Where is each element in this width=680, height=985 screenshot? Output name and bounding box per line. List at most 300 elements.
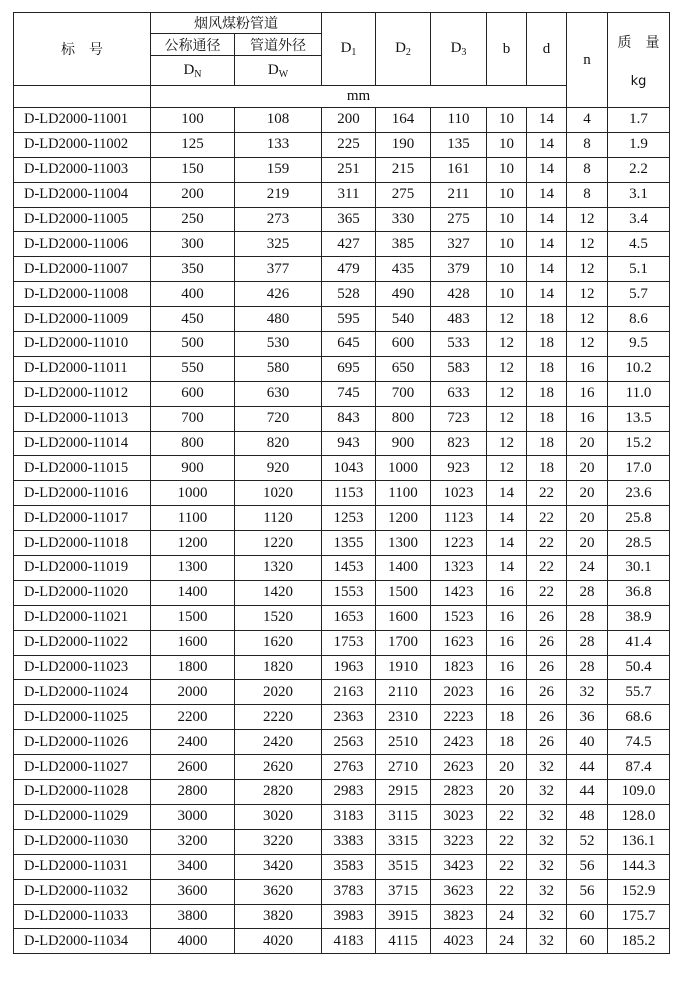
b-cell: 12 bbox=[487, 456, 527, 481]
header-d3: $D_3$ bbox=[431, 13, 487, 86]
n-cell: 20 bbox=[567, 481, 608, 506]
d3-cell: 633 bbox=[431, 381, 487, 406]
d1-cell: 1153 bbox=[322, 481, 376, 506]
d3-cell: 161 bbox=[431, 157, 487, 182]
d3-cell: 4023 bbox=[431, 929, 487, 954]
dw-cell: 159 bbox=[235, 157, 322, 182]
header-mass bbox=[608, 13, 670, 108]
d-cell: 26 bbox=[527, 705, 567, 730]
table-row bbox=[14, 655, 670, 680]
table-row bbox=[14, 481, 670, 506]
n-cell: 12 bbox=[567, 332, 608, 357]
dn-cell: 500 bbox=[151, 332, 235, 357]
dw-cell: 1420 bbox=[235, 580, 322, 605]
code-cell: D-LD2000-11012 bbox=[14, 381, 151, 406]
header-unit-mm: mm bbox=[151, 86, 567, 108]
d-cell: 22 bbox=[527, 531, 567, 556]
dn-cell: 1800 bbox=[151, 655, 235, 680]
n-cell: 56 bbox=[567, 879, 608, 904]
d2-cell: 1300 bbox=[376, 531, 431, 556]
d3-cell: 3023 bbox=[431, 804, 487, 829]
n-cell: 52 bbox=[567, 829, 608, 854]
d3-cell: 2023 bbox=[431, 680, 487, 705]
dn-cell: 2800 bbox=[151, 780, 235, 805]
n-cell: 60 bbox=[567, 929, 608, 954]
code-cell: D-LD2000-11024 bbox=[14, 680, 151, 705]
n-cell: 44 bbox=[567, 755, 608, 780]
table-row bbox=[14, 282, 670, 307]
d2-cell: 2710 bbox=[376, 755, 431, 780]
mass-cell: 5.7 bbox=[608, 282, 670, 307]
d1-cell: 1043 bbox=[322, 456, 376, 481]
d2-cell: 900 bbox=[376, 431, 431, 456]
d-cell: 32 bbox=[527, 755, 567, 780]
n-cell: 28 bbox=[567, 605, 608, 630]
d-cell: 26 bbox=[527, 730, 567, 755]
d3-cell: 3223 bbox=[431, 829, 487, 854]
d-cell: 32 bbox=[527, 780, 567, 805]
table-row bbox=[14, 730, 670, 755]
dn-cell: 2200 bbox=[151, 705, 235, 730]
mass-cell: 5.1 bbox=[608, 257, 670, 282]
header-n: n bbox=[567, 13, 608, 108]
d-cell: 14 bbox=[527, 282, 567, 307]
d1-cell: 1253 bbox=[322, 506, 376, 531]
dw-cell: 530 bbox=[235, 332, 322, 357]
d2-cell: 3915 bbox=[376, 904, 431, 929]
code-cell: D-LD2000-11010 bbox=[14, 332, 151, 357]
d2-cell: 4115 bbox=[376, 929, 431, 954]
dw-cell: 2820 bbox=[235, 780, 322, 805]
table-row bbox=[14, 506, 670, 531]
d2-cell: 3515 bbox=[376, 854, 431, 879]
d3-cell: 110 bbox=[431, 108, 487, 133]
d1-cell: 695 bbox=[322, 356, 376, 381]
code-cell: D-LD2000-11009 bbox=[14, 307, 151, 332]
d1-cell: 2563 bbox=[322, 730, 376, 755]
n-cell: 56 bbox=[567, 854, 608, 879]
d2-cell: 330 bbox=[376, 207, 431, 232]
dw-cell: 1020 bbox=[235, 481, 322, 506]
d3-cell: 379 bbox=[431, 257, 487, 282]
code-cell: D-LD2000-11031 bbox=[14, 854, 151, 879]
dw-cell: 1820 bbox=[235, 655, 322, 680]
code-cell: D-LD2000-11020 bbox=[14, 580, 151, 605]
table-row bbox=[14, 580, 670, 605]
code-cell: D-LD2000-11028 bbox=[14, 780, 151, 805]
d2-cell: 1600 bbox=[376, 605, 431, 630]
d1-cell: 427 bbox=[322, 232, 376, 257]
table-body bbox=[14, 108, 670, 954]
b-cell: 22 bbox=[487, 879, 527, 904]
b-cell: 16 bbox=[487, 580, 527, 605]
d3-cell: 428 bbox=[431, 282, 487, 307]
code-cell: D-LD2000-11034 bbox=[14, 929, 151, 954]
n-cell: 28 bbox=[567, 655, 608, 680]
mass-cell: 30.1 bbox=[608, 556, 670, 581]
n-cell: 28 bbox=[567, 630, 608, 655]
dw-cell: 920 bbox=[235, 456, 322, 481]
b-cell: 10 bbox=[487, 257, 527, 282]
dn-cell: 3400 bbox=[151, 854, 235, 879]
dn-cell: 1400 bbox=[151, 580, 235, 605]
b-cell: 12 bbox=[487, 307, 527, 332]
b-cell: 10 bbox=[487, 182, 527, 207]
d3-cell: 1023 bbox=[431, 481, 487, 506]
header-blank bbox=[14, 86, 151, 108]
dw-cell: 1220 bbox=[235, 531, 322, 556]
b-cell: 16 bbox=[487, 630, 527, 655]
code-cell: D-LD2000-11007 bbox=[14, 257, 151, 282]
code-cell: D-LD2000-11030 bbox=[14, 829, 151, 854]
d1-cell: 1963 bbox=[322, 655, 376, 680]
d2-cell: 2915 bbox=[376, 780, 431, 805]
table-row bbox=[14, 381, 670, 406]
d-cell: 26 bbox=[527, 680, 567, 705]
table-row bbox=[14, 406, 670, 431]
d1-cell: 251 bbox=[322, 157, 376, 182]
d-cell: 26 bbox=[527, 655, 567, 680]
d1-cell: 3583 bbox=[322, 854, 376, 879]
dw-cell: 325 bbox=[235, 232, 322, 257]
b-cell: 12 bbox=[487, 406, 527, 431]
d1-cell: 2163 bbox=[322, 680, 376, 705]
n-cell: 8 bbox=[567, 157, 608, 182]
table-row bbox=[14, 755, 670, 780]
d-cell: 14 bbox=[527, 132, 567, 157]
d3-cell: 1623 bbox=[431, 630, 487, 655]
d-cell: 18 bbox=[527, 381, 567, 406]
d-cell: 22 bbox=[527, 481, 567, 506]
b-cell: 12 bbox=[487, 356, 527, 381]
d2-cell: 2310 bbox=[376, 705, 431, 730]
mass-cell: 38.9 bbox=[608, 605, 670, 630]
d1-cell: 3183 bbox=[322, 804, 376, 829]
d1-cell: 311 bbox=[322, 182, 376, 207]
d2-cell: 435 bbox=[376, 257, 431, 282]
table-row bbox=[14, 132, 670, 157]
d-cell: 14 bbox=[527, 157, 567, 182]
table-row bbox=[14, 854, 670, 879]
mass-cell: 1.9 bbox=[608, 132, 670, 157]
dn-cell: 100 bbox=[151, 108, 235, 133]
dw-cell: 3620 bbox=[235, 879, 322, 904]
n-cell: 60 bbox=[567, 904, 608, 929]
dn-cell: 3200 bbox=[151, 829, 235, 854]
d1-cell: 1653 bbox=[322, 605, 376, 630]
dw-cell: 273 bbox=[235, 207, 322, 232]
b-cell: 22 bbox=[487, 854, 527, 879]
dw-cell: 2220 bbox=[235, 705, 322, 730]
b-cell: 10 bbox=[487, 157, 527, 182]
table-row bbox=[14, 157, 670, 182]
code-cell: D-LD2000-11006 bbox=[14, 232, 151, 257]
n-cell: 48 bbox=[567, 804, 608, 829]
d1-cell: 1355 bbox=[322, 531, 376, 556]
dw-cell: 2620 bbox=[235, 755, 322, 780]
d-cell: 32 bbox=[527, 929, 567, 954]
code-cell: D-LD2000-11013 bbox=[14, 406, 151, 431]
code-cell: D-LD2000-11001 bbox=[14, 108, 151, 133]
dn-cell: 2400 bbox=[151, 730, 235, 755]
d3-cell: 1823 bbox=[431, 655, 487, 680]
d3-cell: 2423 bbox=[431, 730, 487, 755]
b-cell: 18 bbox=[487, 705, 527, 730]
b-cell: 16 bbox=[487, 680, 527, 705]
b-cell: 14 bbox=[487, 556, 527, 581]
b-cell: 12 bbox=[487, 381, 527, 406]
d2-cell: 190 bbox=[376, 132, 431, 157]
d2-cell: 3115 bbox=[376, 804, 431, 829]
b-cell: 10 bbox=[487, 282, 527, 307]
header-d1: $D_1$ bbox=[322, 13, 376, 86]
table-row bbox=[14, 356, 670, 381]
b-cell: 22 bbox=[487, 804, 527, 829]
code-cell: D-LD2000-11003 bbox=[14, 157, 151, 182]
d3-cell: 327 bbox=[431, 232, 487, 257]
table-row bbox=[14, 780, 670, 805]
n-cell: 12 bbox=[567, 282, 608, 307]
dn-cell: 2000 bbox=[151, 680, 235, 705]
header-dw-symbol: $D_W$ bbox=[235, 56, 322, 86]
mass-cell: 87.4 bbox=[608, 755, 670, 780]
mass-cell: 36.8 bbox=[608, 580, 670, 605]
n-cell: 24 bbox=[567, 556, 608, 581]
n-cell: 8 bbox=[567, 132, 608, 157]
dw-cell: 1620 bbox=[235, 630, 322, 655]
dw-cell: 480 bbox=[235, 307, 322, 332]
table-row bbox=[14, 257, 670, 282]
dn-cell: 400 bbox=[151, 282, 235, 307]
mass-cell: 23.6 bbox=[608, 481, 670, 506]
mass-cell: 15.2 bbox=[608, 431, 670, 456]
header-dw-label: 管道外径 bbox=[235, 34, 322, 56]
code-cell: D-LD2000-11023 bbox=[14, 655, 151, 680]
d1-cell: 1453 bbox=[322, 556, 376, 581]
d2-cell: 1400 bbox=[376, 556, 431, 581]
header-mass-unit: kg bbox=[630, 73, 647, 89]
b-cell: 24 bbox=[487, 929, 527, 954]
code-cell: D-LD2000-11015 bbox=[14, 456, 151, 481]
code-cell: D-LD2000-11005 bbox=[14, 207, 151, 232]
d-cell: 26 bbox=[527, 630, 567, 655]
d3-cell: 275 bbox=[431, 207, 487, 232]
dn-cell: 800 bbox=[151, 431, 235, 456]
mass-cell: 41.4 bbox=[608, 630, 670, 655]
d-cell: 26 bbox=[527, 605, 567, 630]
code-cell: D-LD2000-11027 bbox=[14, 755, 151, 780]
dn-cell: 1300 bbox=[151, 556, 235, 581]
code-cell: D-LD2000-11002 bbox=[14, 132, 151, 157]
d1-cell: 528 bbox=[322, 282, 376, 307]
table-row bbox=[14, 630, 670, 655]
d2-cell: 215 bbox=[376, 157, 431, 182]
d-cell: 22 bbox=[527, 506, 567, 531]
n-cell: 12 bbox=[567, 257, 608, 282]
mass-cell: 28.5 bbox=[608, 531, 670, 556]
d3-cell: 135 bbox=[431, 132, 487, 157]
dw-cell: 3020 bbox=[235, 804, 322, 829]
flange-dimension-table bbox=[13, 12, 670, 954]
b-cell: 10 bbox=[487, 232, 527, 257]
d1-cell: 3383 bbox=[322, 829, 376, 854]
n-cell: 28 bbox=[567, 580, 608, 605]
n-cell: 16 bbox=[567, 381, 608, 406]
mass-cell: 185.2 bbox=[608, 929, 670, 954]
d3-cell: 3423 bbox=[431, 854, 487, 879]
mass-cell: 25.8 bbox=[608, 506, 670, 531]
n-cell: 32 bbox=[567, 680, 608, 705]
table-header bbox=[14, 13, 670, 108]
mass-cell: 109.0 bbox=[608, 780, 670, 805]
d-cell: 18 bbox=[527, 332, 567, 357]
table-row bbox=[14, 829, 670, 854]
dw-cell: 2020 bbox=[235, 680, 322, 705]
d3-cell: 1123 bbox=[431, 506, 487, 531]
d3-cell: 1423 bbox=[431, 580, 487, 605]
code-cell: D-LD2000-11018 bbox=[14, 531, 151, 556]
mass-cell: 4.5 bbox=[608, 232, 670, 257]
dw-cell: 4020 bbox=[235, 929, 322, 954]
header-mass-label: 质 量 bbox=[617, 34, 660, 51]
d-cell: 32 bbox=[527, 854, 567, 879]
d3-cell: 2223 bbox=[431, 705, 487, 730]
mass-cell: 50.4 bbox=[608, 655, 670, 680]
d-cell: 18 bbox=[527, 307, 567, 332]
code-cell: D-LD2000-11008 bbox=[14, 282, 151, 307]
d-cell: 14 bbox=[527, 207, 567, 232]
b-cell: 20 bbox=[487, 755, 527, 780]
dn-cell: 250 bbox=[151, 207, 235, 232]
dn-cell: 125 bbox=[151, 132, 235, 157]
mass-cell: 74.5 bbox=[608, 730, 670, 755]
mass-cell: 10.2 bbox=[608, 356, 670, 381]
d2-cell: 1910 bbox=[376, 655, 431, 680]
table-row bbox=[14, 332, 670, 357]
dw-cell: 720 bbox=[235, 406, 322, 431]
code-cell: D-LD2000-11032 bbox=[14, 879, 151, 904]
b-cell: 16 bbox=[487, 605, 527, 630]
table-row bbox=[14, 605, 670, 630]
mass-cell: 144.3 bbox=[608, 854, 670, 879]
d1-cell: 365 bbox=[322, 207, 376, 232]
mass-cell: 175.7 bbox=[608, 904, 670, 929]
n-cell: 36 bbox=[567, 705, 608, 730]
d-cell: 18 bbox=[527, 431, 567, 456]
dn-cell: 700 bbox=[151, 406, 235, 431]
b-cell: 22 bbox=[487, 829, 527, 854]
d3-cell: 723 bbox=[431, 406, 487, 431]
dn-cell: 1200 bbox=[151, 531, 235, 556]
d1-cell: 595 bbox=[322, 307, 376, 332]
d3-cell: 533 bbox=[431, 332, 487, 357]
mass-cell: 13.5 bbox=[608, 406, 670, 431]
code-cell: D-LD2000-11025 bbox=[14, 705, 151, 730]
d2-cell: 540 bbox=[376, 307, 431, 332]
code-cell: D-LD2000-11029 bbox=[14, 804, 151, 829]
dw-cell: 1520 bbox=[235, 605, 322, 630]
mass-cell: 128.0 bbox=[608, 804, 670, 829]
dn-cell: 600 bbox=[151, 381, 235, 406]
dw-cell: 630 bbox=[235, 381, 322, 406]
n-cell: 20 bbox=[567, 531, 608, 556]
table-row bbox=[14, 182, 670, 207]
table-row bbox=[14, 431, 670, 456]
d2-cell: 3315 bbox=[376, 829, 431, 854]
dn-cell: 450 bbox=[151, 307, 235, 332]
b-cell: 12 bbox=[487, 431, 527, 456]
dw-cell: 580 bbox=[235, 356, 322, 381]
d1-cell: 3983 bbox=[322, 904, 376, 929]
n-cell: 16 bbox=[567, 356, 608, 381]
mass-cell: 152.9 bbox=[608, 879, 670, 904]
table-row bbox=[14, 456, 670, 481]
d-cell: 14 bbox=[527, 182, 567, 207]
d3-cell: 211 bbox=[431, 182, 487, 207]
dw-cell: 820 bbox=[235, 431, 322, 456]
d-cell: 22 bbox=[527, 556, 567, 581]
code-cell: D-LD2000-11019 bbox=[14, 556, 151, 581]
d1-cell: 200 bbox=[322, 108, 376, 133]
d1-cell: 745 bbox=[322, 381, 376, 406]
d3-cell: 583 bbox=[431, 356, 487, 381]
d1-cell: 3783 bbox=[322, 879, 376, 904]
dn-cell: 3600 bbox=[151, 879, 235, 904]
d3-cell: 3623 bbox=[431, 879, 487, 904]
d2-cell: 164 bbox=[376, 108, 431, 133]
d1-cell: 1753 bbox=[322, 630, 376, 655]
table-row bbox=[14, 108, 670, 133]
d2-cell: 385 bbox=[376, 232, 431, 257]
table-row bbox=[14, 232, 670, 257]
dn-cell: 150 bbox=[151, 157, 235, 182]
n-cell: 12 bbox=[567, 207, 608, 232]
b-cell: 10 bbox=[487, 132, 527, 157]
mass-cell: 8.6 bbox=[608, 307, 670, 332]
d2-cell: 700 bbox=[376, 381, 431, 406]
d2-cell: 800 bbox=[376, 406, 431, 431]
d1-cell: 943 bbox=[322, 431, 376, 456]
n-cell: 20 bbox=[567, 506, 608, 531]
d-cell: 32 bbox=[527, 904, 567, 929]
header-dn-symbol: $D_N$ bbox=[151, 56, 235, 86]
d3-cell: 923 bbox=[431, 456, 487, 481]
dn-cell: 1600 bbox=[151, 630, 235, 655]
n-cell: 44 bbox=[567, 780, 608, 805]
header-pipe-group: 烟风煤粉管道 bbox=[151, 13, 322, 34]
dw-cell: 426 bbox=[235, 282, 322, 307]
d1-cell: 645 bbox=[322, 332, 376, 357]
dn-cell: 550 bbox=[151, 356, 235, 381]
dn-cell: 3800 bbox=[151, 904, 235, 929]
d3-cell: 2623 bbox=[431, 755, 487, 780]
b-cell: 14 bbox=[487, 506, 527, 531]
dn-cell: 900 bbox=[151, 456, 235, 481]
b-cell: 12 bbox=[487, 332, 527, 357]
mass-cell: 11.0 bbox=[608, 381, 670, 406]
b-cell: 10 bbox=[487, 108, 527, 133]
dn-cell: 3000 bbox=[151, 804, 235, 829]
header-code: 标 号 bbox=[14, 13, 151, 86]
n-cell: 12 bbox=[567, 232, 608, 257]
n-cell: 20 bbox=[567, 456, 608, 481]
d-cell: 22 bbox=[527, 580, 567, 605]
d-cell: 14 bbox=[527, 108, 567, 133]
d3-cell: 1223 bbox=[431, 531, 487, 556]
b-cell: 14 bbox=[487, 531, 527, 556]
mass-cell: 17.0 bbox=[608, 456, 670, 481]
mass-cell: 3.4 bbox=[608, 207, 670, 232]
